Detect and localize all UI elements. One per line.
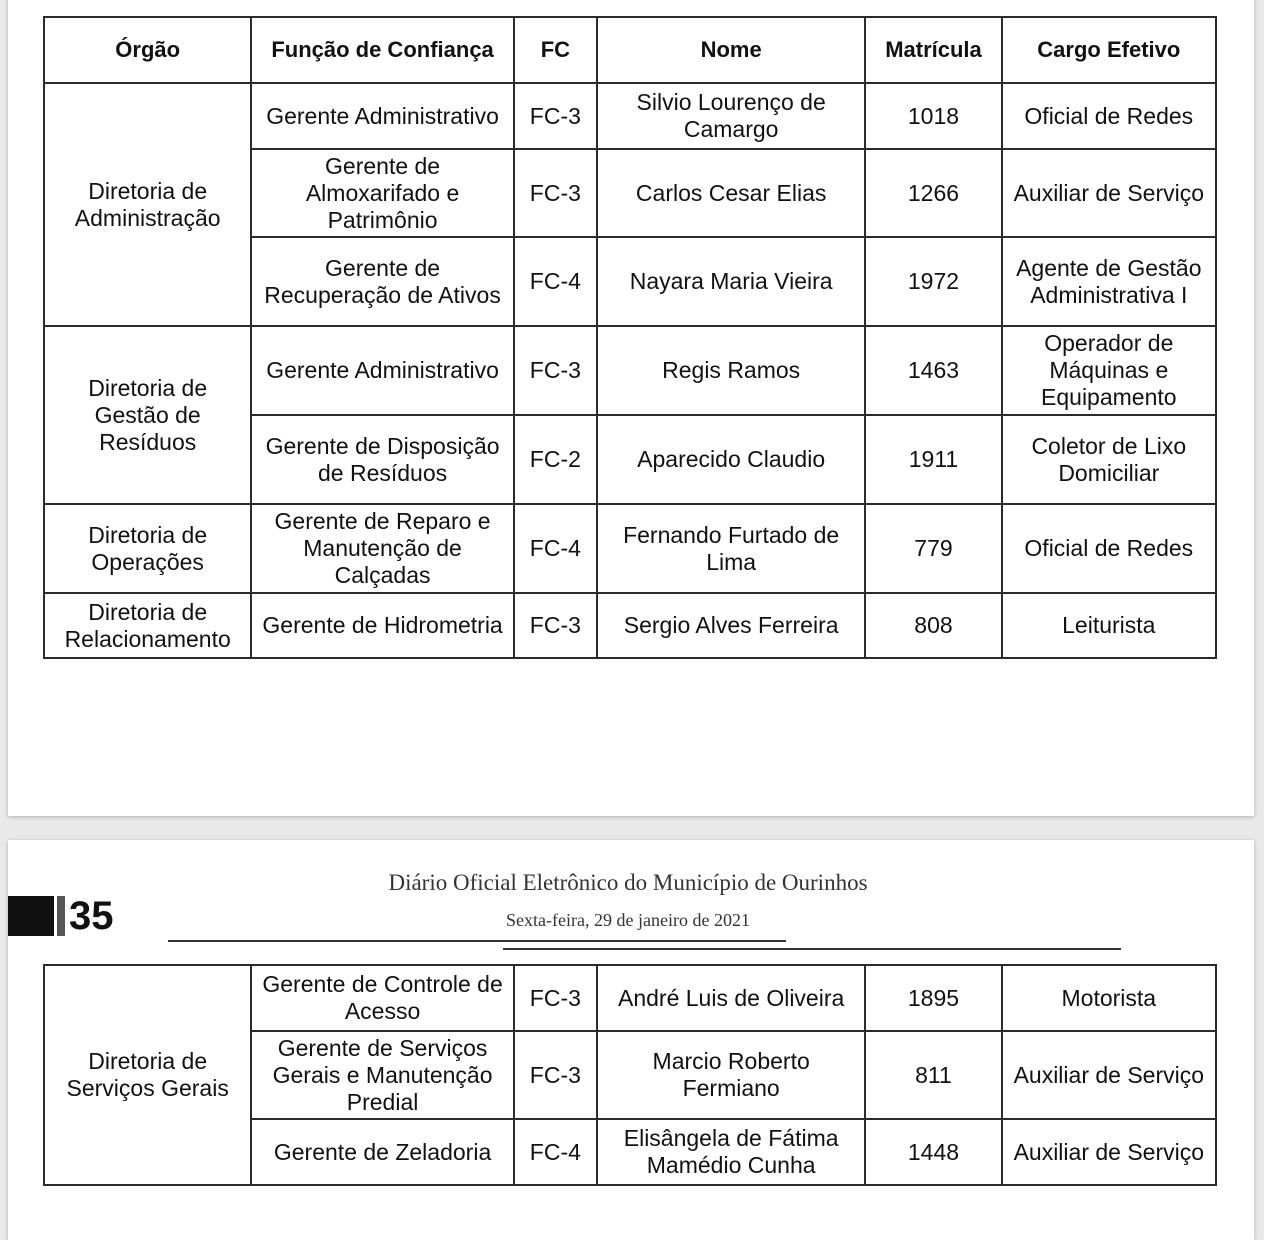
nome-cell: Silvio Lourenço de Camargo (597, 83, 865, 149)
page-marker-square (8, 896, 54, 936)
table-row (44, 326, 1216, 415)
header-orgao: Órgão (44, 17, 251, 83)
matricula-cell: 1448 (865, 1119, 1001, 1185)
cargo-cell: Motorista (1002, 965, 1216, 1031)
orgao-cell: Diretoria de Serviços Gerais (44, 965, 251, 1185)
funcao-cell: Gerente Administrativo (251, 83, 513, 149)
header-nome: Nome (597, 17, 865, 83)
nome-cell: Carlos Cesar Elias (597, 149, 865, 237)
header-funcao: Função de Confiança (251, 17, 513, 83)
header-matricula: Matrícula (865, 17, 1001, 83)
table-row (44, 504, 1216, 593)
cargo-cell: Operador de Máquinas e Equipamento (1002, 326, 1216, 415)
gazette-title: Diário Oficial Eletrônico do Município de Ourinhos (388, 870, 868, 895)
table-row (44, 965, 1216, 1031)
fc-cell: FC-3 (514, 83, 597, 149)
funcao-cell: Gerente de Reparo e Manutenção de Calçadas (251, 504, 513, 593)
funcao-cell: Gerente de Almoxarifado e Patrimônio (251, 149, 513, 237)
orgao-cell: Diretoria de Relacionamento (44, 593, 251, 658)
nome-cell: André Luis de Oliveira (597, 965, 865, 1031)
document-page-top (8, 0, 1254, 816)
nome-cell: Sergio Alves Ferreira (597, 593, 865, 658)
cargo-cell: Agente de Gestão Administrativa I (1002, 237, 1216, 326)
cargo-cell: Auxiliar de Serviço (1002, 1031, 1216, 1119)
funcao-cell: Gerente de Zeladoria (251, 1119, 513, 1185)
fc-cell: FC-2 (514, 415, 597, 504)
funcao-cell: Gerente Administrativo (251, 326, 513, 415)
nome-cell: Elisângela de Fátima Mamédio Cunha (597, 1119, 865, 1185)
nome-cell: Regis Ramos (597, 326, 865, 415)
nome-cell: Nayara Maria Vieira (597, 237, 865, 326)
table-row (44, 83, 1216, 149)
orgao-cell: Diretoria de Administração (44, 83, 251, 326)
matricula-cell: 808 (865, 593, 1001, 658)
table-row (44, 593, 1216, 658)
matricula-cell: 1463 (865, 326, 1001, 415)
cargo-cell: Auxiliar de Serviço (1002, 149, 1216, 237)
fc-cell: FC-4 (514, 237, 597, 326)
table-header-row (44, 17, 1216, 83)
gazette-date: Sexta-feira, 29 de janeiro de 2021 (506, 910, 750, 930)
fc-cell: FC-3 (514, 593, 597, 658)
header-cargo: Cargo Efetivo (1002, 17, 1216, 83)
page-number-block (8, 896, 114, 936)
nome-cell: Fernando Furtado de Lima (597, 504, 865, 593)
servants-table-bottom (43, 964, 1217, 1186)
page-marker-bar (57, 896, 65, 936)
matricula-cell: 811 (865, 1031, 1001, 1119)
matricula-cell: 1911 (865, 415, 1001, 504)
matricula-cell: 779 (865, 504, 1001, 593)
funcao-cell: Gerente de Serviços Gerais e Manutenção Predial (251, 1031, 513, 1119)
funcao-cell: Gerente de Recuperação de Ativos (251, 237, 513, 326)
header-rule (503, 948, 1121, 950)
cargo-cell: Auxiliar de Serviço (1002, 1119, 1216, 1185)
matricula-cell: 1018 (865, 83, 1001, 149)
orgao-cell: Diretoria de Gestão de Resíduos (44, 326, 251, 504)
page-number: 35 (69, 894, 114, 938)
document-page-bottom (8, 840, 1254, 1240)
nome-cell: Marcio Roberto Fermiano (597, 1031, 865, 1119)
funcao-cell: Gerente de Hidrometria (251, 593, 513, 658)
nome-cell: Aparecido Claudio (597, 415, 865, 504)
header-rule (168, 940, 786, 942)
fc-cell: FC-3 (514, 326, 597, 415)
cargo-cell: Oficial de Redes (1002, 83, 1216, 149)
fc-cell: FC-3 (514, 965, 597, 1031)
matricula-cell: 1266 (865, 149, 1001, 237)
header-fc: FC (514, 17, 597, 83)
cargo-cell: Coletor de Lixo Domiciliar (1002, 415, 1216, 504)
fc-cell: FC-4 (514, 1119, 597, 1185)
matricula-cell: 1972 (865, 237, 1001, 326)
orgao-cell: Diretoria de Operações (44, 504, 251, 593)
fc-cell: FC-3 (514, 149, 597, 237)
funcao-cell: Gerente de Controle de Acesso (251, 965, 513, 1031)
matricula-cell: 1895 (865, 965, 1001, 1031)
fc-cell: FC-4 (514, 504, 597, 593)
fc-cell: FC-3 (514, 1031, 597, 1119)
funcao-cell: Gerente de Disposição de Resíduos (251, 415, 513, 504)
cargo-cell: Oficial de Redes (1002, 504, 1216, 593)
cargo-cell: Leiturista (1002, 593, 1216, 658)
servants-table-top (43, 16, 1217, 659)
